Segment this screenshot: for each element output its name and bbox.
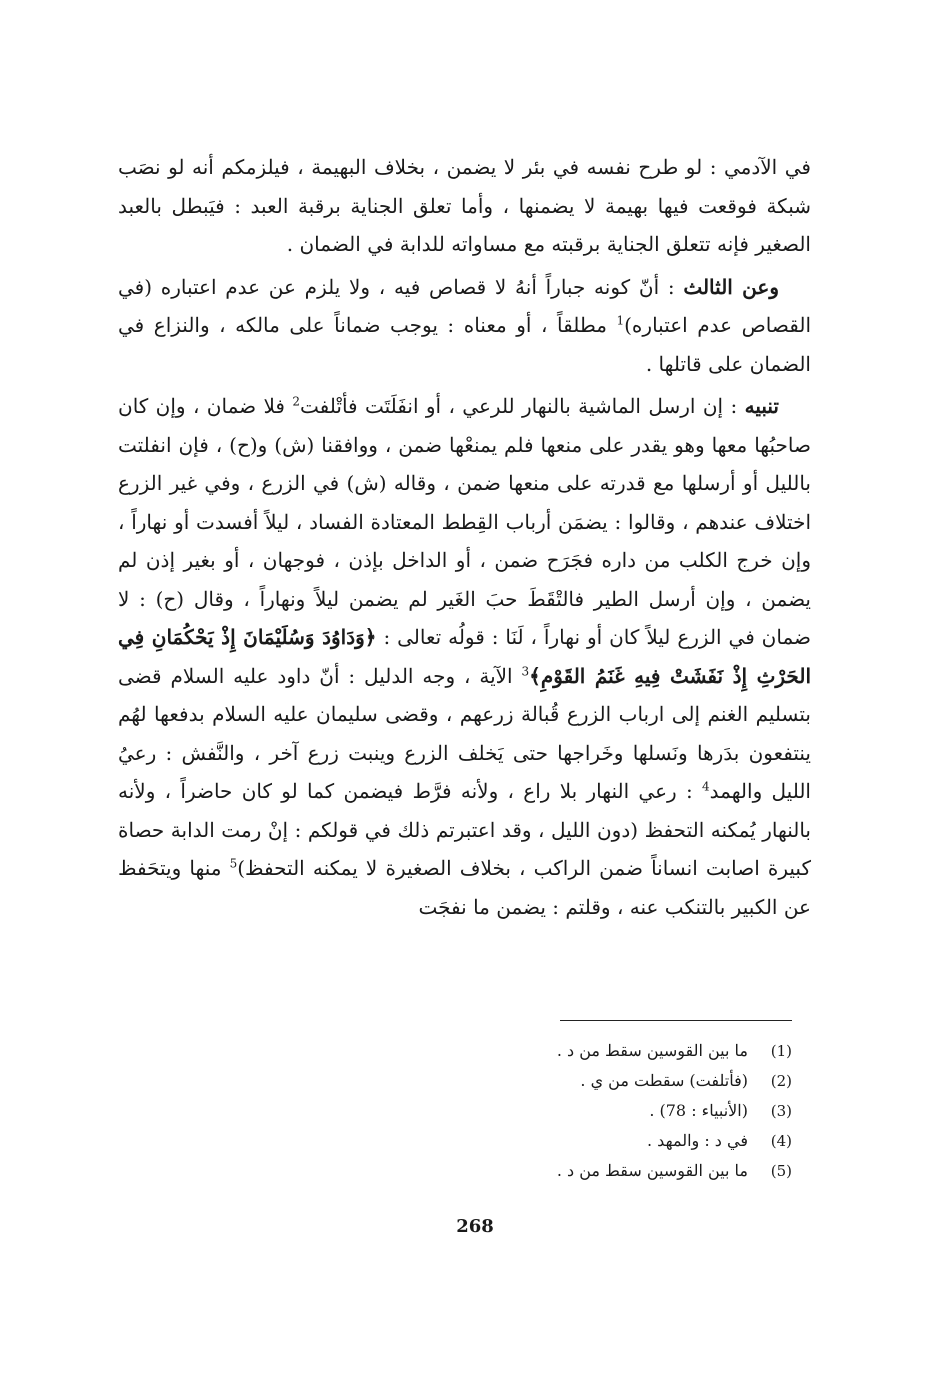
footnote-ref-1: 1	[616, 313, 625, 328]
footnote-text: ما بين القوسين سقط من د .	[556, 1161, 748, 1180]
footnote-number: (4)	[770, 1132, 792, 1150]
paragraph-3-text-a: : إن ارسل الماشية بالنهار للرعي ، أو انفَلَتَت فأتْلفت	[300, 394, 745, 418]
footnote-text: ما بين القوسين سقط من د .	[556, 1041, 748, 1060]
footnote-ref-3: 3	[521, 663, 530, 678]
paragraph-2-lead: وعن الثالث	[683, 274, 779, 299]
footnote-divider	[560, 1020, 792, 1021]
footnotes-list	[300, 1036, 792, 1186]
main-text-block	[118, 148, 811, 926]
footnote-item	[300, 1036, 792, 1066]
paragraph-3	[118, 387, 811, 926]
paragraph-3-text-b: فلا ضمان ، وإن كان صاحبُها معها وهو يقدر على منعها فلم يمنعْها ضمن ، ووافقنا (ش) و(ح) ، فإن انفلتت بالليل أو أرسلها مع قدرته على منعها ضمن ، وقاله (ش) في الزرع ، وفي غير الزرع اختلاف عندهم ، وقالوا : يضمَن أرباب القِطط المعتادة الفساد ، ليلاً أفسدت أو نهاراً ، وإن خرج الكلب من داره فجَرَح ضمن ، أو الداخل بإذن ، فوجهان ، أو بغير إذن لم يضمن ، وإن أرسل الطير فالتْقَطَ حبَ الغَير لم يضمن ليلاً ونهاراً ، وقال (ح) : لا ضمان في الزرع ليلاً كان أو نهاراً ، لَنَا : قولُه تعالى :	[118, 394, 812, 649]
footnote-ref-4: 4	[702, 779, 710, 794]
paragraph-1-text: في الآدمي : لو طرح نفسه في بئر لا يضمن ، بخلاف البهيمة ، فيلزمكم أنه لو نصَب شبكة فوقعت فيها بهيمة لا يضمنها ، وأما تعلق الجناية برقبة العبد : فيَبطل بالعبد الصغير فإنه تتعلق الجناية برقبته مع مساواته للدابة في الضمان .	[118, 155, 811, 256]
paragraph-3-lead: تنبيه	[744, 394, 779, 418]
footnote-number: (1)	[770, 1042, 792, 1060]
footnote-text: في د : والمهد .	[647, 1131, 748, 1150]
footnote-text: (فأتلفت) سقطت من ي .	[580, 1071, 748, 1090]
footnote-number: (2)	[770, 1072, 792, 1090]
footnote-ref-5: 5	[229, 856, 238, 871]
paragraph-1	[118, 148, 811, 264]
quran-verse: ﴿وَدَاوُدَ وَسُلَيْمَانَ إِذْ يَحْكُمَانِ فِي الحَرْثِ إِذْ نَفَشَتْ فِيهِ غَنَمُ القَوْمِ﴾	[118, 625, 811, 688]
paragraph-3-text-e: منها ويتحَفظ عن الكبير بالتنكب عنه ، وقلتم : يضمن ما نفجَت	[118, 856, 811, 919]
paragraph-2-text-a: : أنّ كونه جباراً أنهُ لا قصاص فيه ، ولا يلزم عن عدم اعتباره (في القصاص عدم اعتباره)	[118, 274, 812, 337]
footnote-ref-2: 2	[292, 394, 300, 409]
page-number: 268	[456, 1216, 494, 1237]
footnote-item	[300, 1156, 792, 1186]
footnote-number: (5)	[770, 1162, 792, 1180]
footnote-item	[300, 1066, 792, 1096]
footnote-text: (الأنبياء : 78) .	[649, 1101, 748, 1120]
paragraph-3-text-c: الآية ، وجه الدليل : أنّ داود عليه السلام قضى بتسليم الغنم إلى ارباب الزرع قُبالة زرعهم ، وقضى سليمان عليه السلام بدفعها لهُم ينتفعون بدَرها ونَسلها وخَراجها حتى يَخلف الزرع وينبت زرع آخر ، والنَّفش : رعيُ الليل والهمد	[118, 663, 811, 803]
footnote-item	[300, 1126, 792, 1156]
paragraph-2	[118, 268, 811, 384]
footnote-item	[300, 1096, 792, 1126]
footnote-number: (3)	[770, 1102, 792, 1120]
paragraph-2-text-b: مطلقاً ، أو معناه : يوجب ضماناً على مالكه ، والنزاع في الضمان على قاتلها .	[118, 313, 811, 376]
paragraph-3-text-d: : رعي النهار بلا راع ، ولأنه فرَّط فيضمن كما لو كان حاضراً ، ولأنه بالنهار يُمكنه التحفظ (دون الليل ، وقد اعتبرتم ذلك في قولكم : إنْ رمت الدابة حصاة كبيرة اصابت انساناً ضمن الراكب ، بخلاف الصغيرة لا يمكنه التحفظ)	[118, 779, 811, 880]
